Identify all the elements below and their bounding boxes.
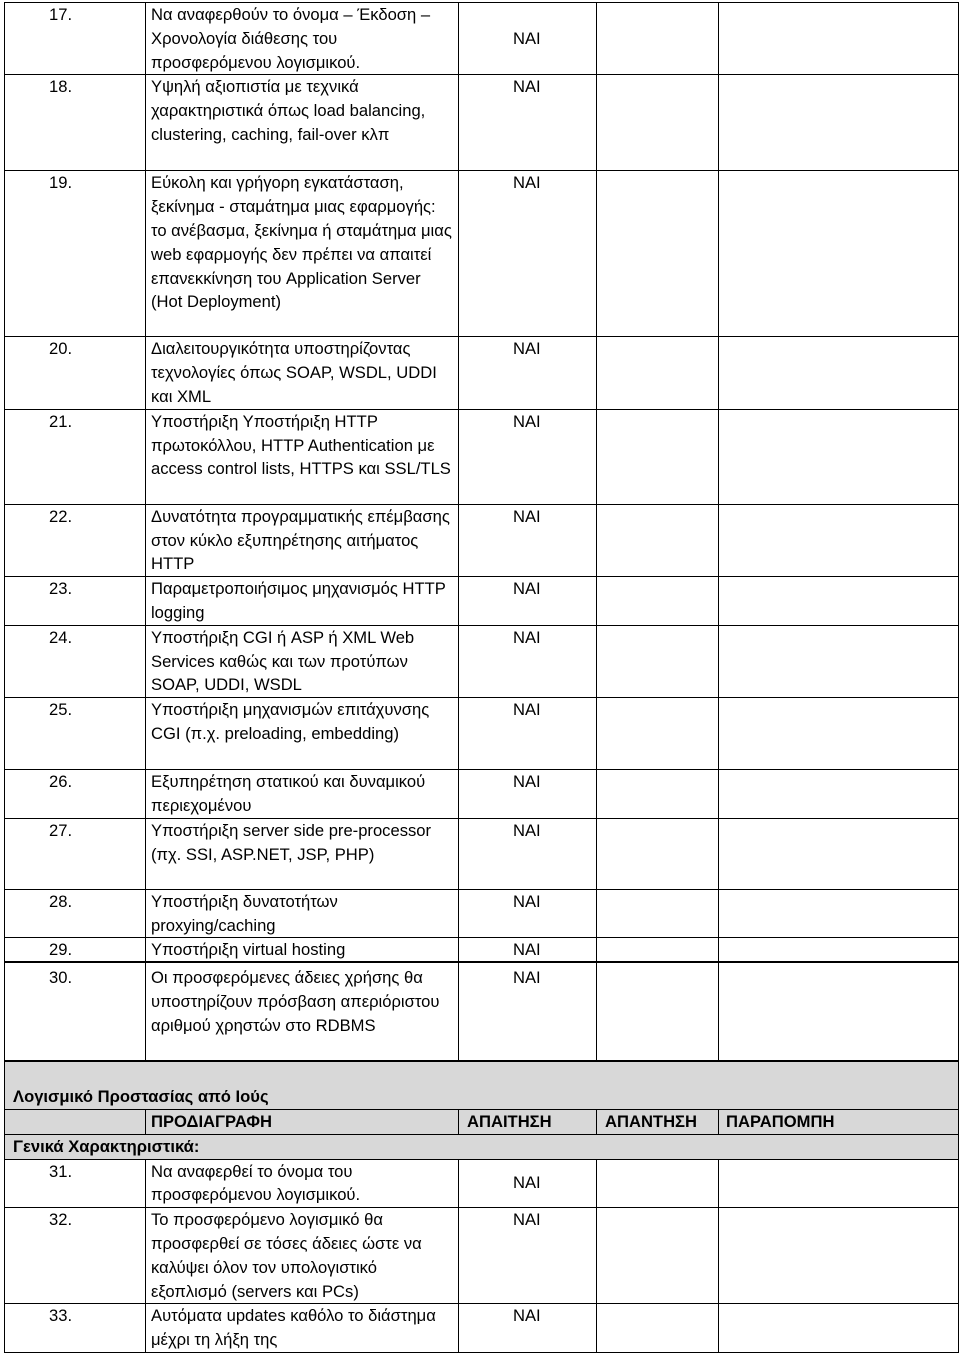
row-answer-cell: [597, 577, 719, 626]
row-spec: Υποστήριξη μηχανισμών επιτάχυνσης CGI (π.χ. preloading, embedding): [146, 698, 459, 770]
row-reference-cell: [719, 889, 959, 938]
row-answer-cell: [597, 1304, 719, 1353]
row-answer-cell: [597, 3, 719, 75]
row-spec: Το προσφερόμενο λογισμικό θα προσφερθεί σε τόσες άδειες ώστε να καλύψει όλον τον υπολογιστικό εξοπλισμό (servers και PCs): [146, 1208, 459, 1304]
row-reference-cell: [719, 75, 959, 171]
header-empty-cell: [5, 1110, 146, 1135]
row-answer: ΝΑΙ: [459, 75, 597, 171]
table-row: [5, 337, 959, 409]
row-reference-cell: [719, 1159, 959, 1208]
row-number: 32.: [5, 1208, 146, 1304]
row-answer-cell: [597, 770, 719, 819]
row-reference-cell: [719, 504, 959, 576]
subtitle-row: [5, 1134, 959, 1159]
row-number: 27.: [5, 818, 146, 889]
row-reference-cell: [719, 1304, 959, 1353]
row-number: 17.: [5, 3, 146, 75]
row-answer: ΝΑΙ: [459, 889, 597, 938]
row-answer: ΝΑΙ: [459, 698, 597, 770]
row-reference-cell: [719, 698, 959, 770]
row-number: 29.: [5, 938, 146, 963]
table-row: [5, 889, 959, 938]
row-reference-cell: [719, 962, 959, 1061]
row-answer: ΝΑΙ: [459, 171, 597, 337]
row-spec: Υποστήριξη virtual hosting: [146, 938, 459, 963]
row-spec: Παραμετροποιήσιμος μηχανισμός HTTP logging: [146, 577, 459, 626]
row-reference-cell: [719, 577, 959, 626]
header-answer: ΑΠΑΝΤΗΣΗ: [597, 1110, 719, 1135]
row-spec: Εύκολη και γρήγορη εγκατάσταση, ξεκίνημα - σταμάτημα μιας εφαρμογής: το ανέβασμα, ξεκίνημα ή σταμάτημα μιας web εφαρμογής δεν πρέπει να απαιτεί επανεκκίνηση του Application Server (Hot Deployment): [146, 171, 459, 337]
row-spec: Υποστήριξη δυνατοτήτων proxying/caching: [146, 889, 459, 938]
row-answer-cell: [597, 818, 719, 889]
row-spec: Υποστήριξη Υποστήριξη HTTP πρωτοκόλλου, HTTP Authentication με access control lists, HTTPS και SSL/TLS: [146, 409, 459, 504]
table-row: [5, 504, 959, 576]
row-reference-cell: [719, 1208, 959, 1304]
row-answer: ΝΑΙ: [459, 770, 597, 819]
header-reference: ΠΑΡΑΠΟΜΠΗ: [719, 1110, 959, 1135]
row-reference-cell: [719, 3, 959, 75]
row-answer-cell: [597, 337, 719, 409]
row-reference-cell: [719, 337, 959, 409]
row-number: 21.: [5, 409, 146, 504]
row-number: 31.: [5, 1159, 146, 1208]
row-number: 22.: [5, 504, 146, 576]
row-answer-cell: [597, 625, 719, 697]
row-answer-cell: [597, 1159, 719, 1208]
row-spec: Υψηλή αξιοπιστία με τεχνικά χαρακτηριστικά όπως load balancing, clustering, caching, fail-over κλπ: [146, 75, 459, 171]
column-header-row: [5, 1110, 959, 1135]
table-row: [5, 698, 959, 770]
row-number: 24.: [5, 625, 146, 697]
requirements-table-2: [4, 961, 959, 1061]
row-answer-cell: [597, 889, 719, 938]
row-reference-cell: [719, 409, 959, 504]
table-row: [5, 75, 959, 171]
header-spec: ΠΡΟΔΙΑΓΡΑΦΗ: [146, 1110, 459, 1135]
row-spec: Υποστήριξη CGI ή ASP ή XML Web Services καθώς και των προτύπων SOAP, UDDI, WSDL: [146, 625, 459, 697]
row-answer: ΝΑΙ: [459, 504, 597, 576]
header-requirement: ΑΠΑΙΤΗΣΗ: [459, 1110, 597, 1135]
row-answer: ΝΑΙ: [459, 1208, 597, 1304]
requirements-table-1: [4, 2, 959, 963]
row-answer-cell: [597, 1208, 719, 1304]
row-answer-cell: [597, 75, 719, 171]
row-answer: ΝΑΙ: [459, 337, 597, 409]
section-title-row: [5, 1062, 959, 1110]
table-row: [5, 625, 959, 697]
row-number: 23.: [5, 577, 146, 626]
row-answer-cell: [597, 698, 719, 770]
row-answer-cell: [597, 504, 719, 576]
section-subtitle: Γενικά Χαρακτηριστικά:: [5, 1134, 959, 1159]
table-row: [5, 1208, 959, 1304]
row-number: 20.: [5, 337, 146, 409]
row-answer: ΝΑΙ: [459, 1159, 597, 1208]
row-spec: Να αναφερθούν το όνομα – Έκδοση – Χρονολογία διάθεσης του προσφερόμενου λογισμικού.: [146, 3, 459, 75]
table-row: [5, 962, 959, 1061]
row-answer-cell: [597, 171, 719, 337]
table-row: [5, 577, 959, 626]
row-spec: Να αναφερθεί το όνομα του προσφερόμενου λογισμικού.: [146, 1159, 459, 1208]
row-reference-cell: [719, 938, 959, 963]
row-spec: Διαλειτουργικότητα υποστηρίζοντας τεχνολογίες όπως SOAP, WSDL, UDDI και XML: [146, 337, 459, 409]
row-answer: ΝΑΙ: [459, 577, 597, 626]
row-number: 30.: [5, 962, 146, 1061]
table-row: [5, 3, 959, 75]
row-answer: ΝΑΙ: [459, 409, 597, 504]
table-row: [5, 1304, 959, 1353]
row-number: 25.: [5, 698, 146, 770]
table-row: [5, 171, 959, 337]
row-reference-cell: [719, 818, 959, 889]
table-row: [5, 409, 959, 504]
row-number: 18.: [5, 75, 146, 171]
table-row: [5, 1159, 959, 1208]
section-title: Λογισμικό Προστασίας από Ιούς: [5, 1062, 959, 1110]
row-answer-cell: [597, 409, 719, 504]
row-spec: Δυνατότητα προγραμματικής επέμβασης στον κύκλο εξυπηρέτησης αιτήματος HTTP: [146, 504, 459, 576]
row-number: 19.: [5, 171, 146, 337]
row-answer: ΝΑΙ: [459, 938, 597, 963]
row-spec: Υποστήριξη server side pre-processor (πχ. SSI, ASP.NET, JSP, PHP): [146, 818, 459, 889]
row-answer: ΝΑΙ: [459, 962, 597, 1061]
row-answer: ΝΑΙ: [459, 625, 597, 697]
row-number: 28.: [5, 889, 146, 938]
row-answer-cell: [597, 962, 719, 1061]
row-spec: Οι προσφερόμενες άδειες χρήσης θα υποστηρίζουν πρόσβαση απεριόριστου αριθμού χρηστών στο RDBMS: [146, 962, 459, 1061]
row-answer: ΝΑΙ: [459, 1304, 597, 1353]
table-row: [5, 818, 959, 889]
row-reference-cell: [719, 171, 959, 337]
row-spec: Εξυπηρέτηση στατικού και δυναμικού περιεχομένου: [146, 770, 459, 819]
row-answer: ΝΑΙ: [459, 818, 597, 889]
row-reference-cell: [719, 625, 959, 697]
row-number: 33.: [5, 1304, 146, 1353]
row-answer-cell: [597, 938, 719, 963]
table-row: [5, 770, 959, 819]
antivirus-table: [4, 1061, 959, 1353]
table-row: [5, 938, 959, 963]
row-spec: Αυτόματα updates καθόλο το διάστημα μέχρι τη λήξη της: [146, 1304, 459, 1353]
row-answer: ΝΑΙ: [459, 3, 597, 75]
row-reference-cell: [719, 770, 959, 819]
row-number: 26.: [5, 770, 146, 819]
